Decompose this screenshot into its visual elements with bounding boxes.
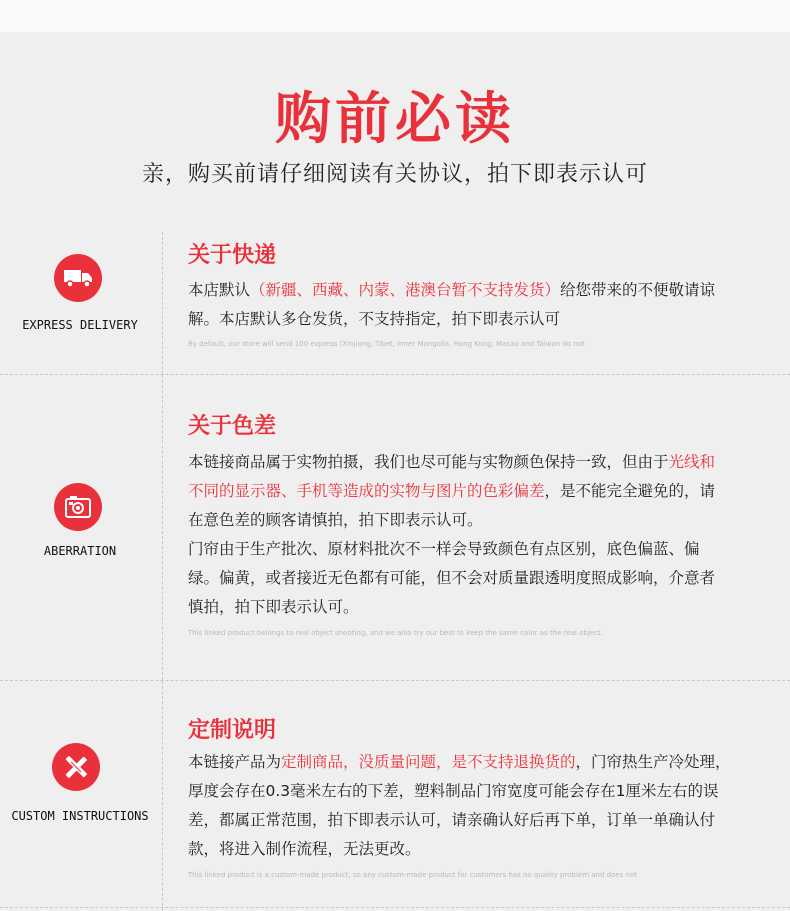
section-aberration: [0, 375, 790, 680]
tools-icon: [52, 743, 100, 791]
truck-icon: [54, 254, 102, 302]
section-title: 定制说明: [188, 718, 277, 743]
section-custom: [0, 681, 790, 911]
section-label: CUSTOM INSTRUCTIONS: [11, 809, 149, 823]
english-note: This linked product is a custom-made product, so any custom-made product for customers has no quality problem and does not: [188, 871, 638, 879]
header: [0, 32, 790, 192]
section-body: 本店默认（新疆、西藏、内蒙、港澳台暂不支持发货）给您带来的不便敬请谅解。本店默认多仓发货，不支持指定，拍下即表示认可: [188, 281, 716, 328]
top-strip: [0, 0, 790, 32]
divider-vertical: [162, 232, 163, 374]
english-note: By default, our store will send 100 express (Xinjiang, Tibet, Inner Mongolia, Hong Kong, Macao and Taiwan do not: [188, 340, 585, 348]
section-title: 关于色差: [188, 414, 277, 439]
section-express: [0, 232, 790, 374]
camera-icon: [54, 483, 102, 531]
section-body: 本链接产品为定制商品，没质量问题，是不支持退换货的，门帘热生产冷处理，厚度会存在0.3毫米左右的下差，塑料制品门帘宽度可能会存在1厘米左右的误差，都属正常范围，拍下即表示认可，请亲确认好后再下单，订单一单确认付款，将进入制作流程，无法更改。: [188, 753, 731, 858]
divider-horizontal: [0, 907, 790, 908]
section-label: ABERRATION: [43, 544, 117, 558]
section-body: 本链接商品属于实物拍摄，我们也尽可能与实物颜色保持一致，但由于光线和不同的显示器、手机等造成的实物与图片的色彩偏差，是不能完全避免的，请在意色差的顾客请慎拍，拍下即表示认可。 门帘由于生产批次、原材料批次不一样会导致颜色有点区别，底色偏蓝、偏绿。偏黄，或者接近无色都有可能，但不会对质量跟透明度照成影响，介意者慎拍，拍下即表示认可。: [188, 453, 716, 616]
english-note: This linked product belongs to real object shooting, and we also try our best to keep the same color as the real object.: [188, 629, 603, 637]
page-subtitle: 亲，购买前请仔细阅读有关协议，拍下即表示认可: [141, 162, 648, 187]
page-title: 购前必读: [275, 86, 515, 152]
section-label: EXPRESS DELIVERY: [22, 318, 138, 332]
divider-vertical: [162, 681, 163, 911]
section-title: 关于快递: [188, 243, 277, 268]
divider-vertical: [162, 375, 163, 680]
